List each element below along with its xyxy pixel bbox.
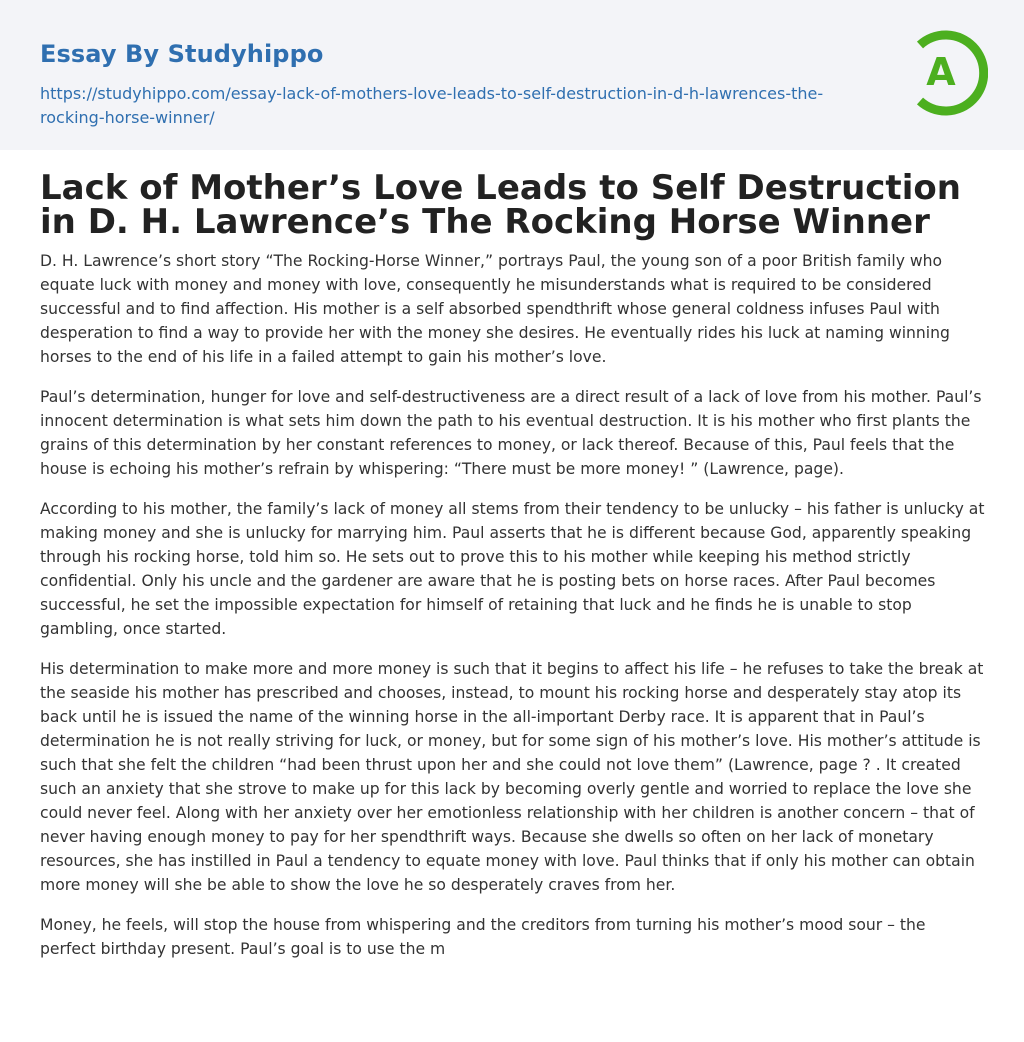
paragraph: According to his mother, the family’s lack of money all stems from their tendency to be unlucky – his father is unlucky at making money and she is unlucky for marrying him. Paul asserts that he is different because God, apparently speaking through his rocking horse, told him so. He sets out to prove this to his mother while keeping his method strictly confidential. Only his uncle and the gardener are aware that he is posting bets on horse races. After Paul becomes successful, he set the impossible expectation for himself of retaining that luck and he finds he is unable to stop gambling, once started.	[40, 500, 985, 638]
paragraph: D. H. Lawrence’s short story “The Rocking-Horse Winner,” portrays Paul, the young son of a poor British family who equate luck with money and money with love, consequently he misunderstands what is required to be considered successful and to find affection. His mother is a self absorbed spendthrift whose general coldness infuses Paul with desperation to find a way to provide her with the money she desires. He eventually rides his luck at naming winning horses to the end of his life in a failed attempt to gain his mother’s love.	[40, 252, 950, 366]
studyhippo-logo-icon[interactable]	[898, 28, 988, 118]
paragraph: Money, he feels, will stop the house from whispering and the creditors from turning his mother’s mood sour – the perfect birthday present. Paul’s goal is to use the m	[40, 916, 926, 958]
logo-letter: A	[926, 50, 956, 94]
essay-url-link[interactable]: https://studyhippo.com/essay-lack-of-mothers-love-leads-to-self-destruction-in-d-h-lawrences-the-rocking-horse-winner/	[40, 84, 824, 127]
essay-body	[40, 249, 985, 977]
site-header	[0, 0, 1024, 150]
paragraph: Paul’s determination, hunger for love and self-destructiveness are a direct result of a lack of love from his mother. Paul’s innocent determination is what sets him down the path to his eventual destruction. It is his mother who first plants the grains of this determination by her constant references to money, or lack thereof. Because of this, Paul feels that the house is echoing his mother’s refrain by whispering: “There must be more money! ” (Lawrence, page).	[40, 388, 982, 478]
essay-title: Lack of Mother’s Love Leads to Self Destruction in D. H. Lawrence’s The Rocking Horse Winner	[40, 168, 961, 242]
paragraph: His determination to make more and more money is such that it begins to affect his life – he refuses to take the break at the seaside his mother has prescribed and chooses, instead, to mount his rocking horse and desperately stay atop its back until he is issued the name of the winning horse in the all-important Derby race. It is apparent that in Paul’s determination he is not really striving for luck, or money, but for some sign of his mother’s love. His mother’s attitude is such that she felt the children “had been thrust upon her and she could not love them” (Lawrence, page ? . It created such an anxiety that she strove to make up for this lack by becoming overly gentle and worried to replace the love she could never feel. Along with her anxiety over her emotionless relationship with her children is another concern – that of never having enough money to pay for her spendthrift ways. Because she dwells so often on her lack of monetary resources, she has instilled in Paul a tendency to equate money with love. Paul thinks that if only his mother can obtain more money will she be able to show the love he so desperately craves from her.	[40, 660, 984, 894]
site-brand[interactable]: Essay By Studyhippo	[40, 40, 324, 68]
